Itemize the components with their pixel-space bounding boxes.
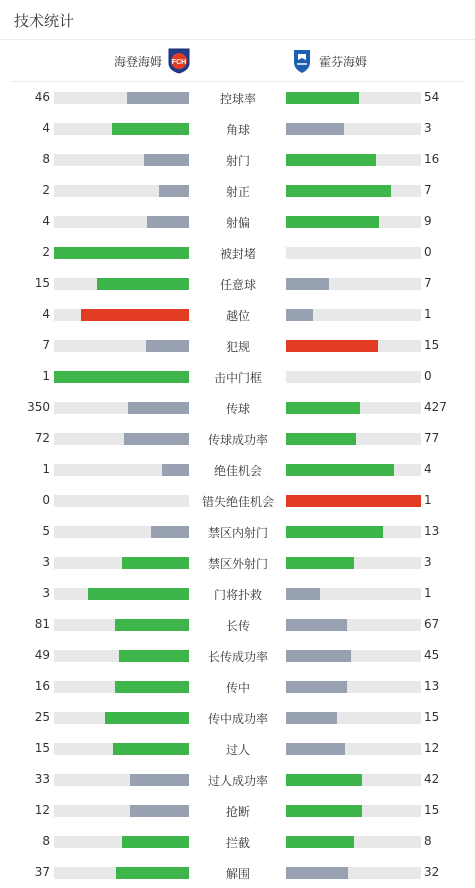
stat-row <box>0 857 475 888</box>
stat-label: 击中门框 <box>213 371 262 385</box>
stat-label: 射门 <box>225 154 250 168</box>
home-stat-value: 72 <box>34 431 50 445</box>
home-stat-bar <box>54 464 189 476</box>
away-stat-bar-fill <box>286 867 348 879</box>
home-stat-bar-fill <box>105 712 189 724</box>
stat-row <box>0 206 475 237</box>
stat-label: 控球率 <box>219 92 256 106</box>
home-stat-bar <box>54 619 189 631</box>
away-stat-bar-fill <box>286 216 379 228</box>
home-stat-value: 1 <box>42 369 50 383</box>
away-stat-bar-fill <box>286 92 359 104</box>
stat-label: 任意球 <box>219 278 256 292</box>
home-stat-value: 3 <box>42 555 50 569</box>
home-stat-bar <box>54 836 189 848</box>
home-stat-bar <box>54 154 189 166</box>
home-stat-bar <box>54 309 189 321</box>
stat-label: 禁区内射门 <box>207 526 268 540</box>
away-team[interactable] <box>291 48 367 74</box>
away-stat-bar <box>286 681 421 693</box>
away-stat-bar <box>286 774 421 786</box>
away-stat-bar <box>286 836 421 848</box>
home-team-crest-icon <box>168 48 190 74</box>
away-stat-bar <box>286 154 421 166</box>
home-crest-text: FCH <box>171 59 187 66</box>
stat-label: 长传 <box>225 619 250 633</box>
home-stat-value: 4 <box>42 121 50 135</box>
away-stat-value: 54 <box>424 90 440 104</box>
stat-row <box>0 299 475 330</box>
home-team-name: 海登海姆 <box>113 54 162 69</box>
home-stat-value: 1 <box>42 462 50 476</box>
stat-label: 被封堵 <box>219 247 256 261</box>
stat-row <box>0 485 475 516</box>
stat-label: 犯规 <box>225 340 250 354</box>
away-stat-bar-fill <box>286 743 345 755</box>
away-stat-value: 0 <box>424 369 432 383</box>
stat-row <box>0 795 475 826</box>
stat-label: 角球 <box>225 123 250 137</box>
stat-row <box>0 764 475 795</box>
stat-label: 射正 <box>225 185 250 199</box>
home-stat-bar <box>54 402 189 414</box>
home-stat-bar-fill <box>115 619 189 631</box>
away-stat-bar <box>286 309 421 321</box>
home-stat-bar-fill <box>54 247 189 259</box>
away-stat-value: 16 <box>424 152 440 166</box>
home-stat-value: 5 <box>42 524 50 538</box>
home-stat-value: 12 <box>34 803 50 817</box>
stat-label: 过人 <box>225 743 250 757</box>
home-stat-bar-fill <box>127 92 189 104</box>
away-stat-bar <box>286 464 421 476</box>
away-stat-bar <box>286 619 421 631</box>
away-stat-value: 15 <box>424 338 440 352</box>
away-team-crest-icon <box>291 48 313 74</box>
away-stat-bar-fill <box>286 464 394 476</box>
home-stat-bar <box>54 712 189 724</box>
home-stat-bar <box>54 867 189 879</box>
away-stat-value: 1 <box>424 586 432 600</box>
home-stat-bar <box>54 495 189 507</box>
home-stat-bar <box>54 216 189 228</box>
home-stat-bar-fill <box>144 154 189 166</box>
away-stat-value: 7 <box>424 276 432 290</box>
stat-label: 射偏 <box>225 216 250 230</box>
away-stat-value: 4 <box>424 462 432 476</box>
home-stat-bar <box>54 588 189 600</box>
away-stat-bar <box>286 805 421 817</box>
away-stat-value: 13 <box>424 524 440 538</box>
stat-label: 传中 <box>225 681 250 695</box>
stat-row <box>0 702 475 733</box>
away-stat-value: 427 <box>424 400 447 414</box>
home-stat-value: 0 <box>42 493 50 507</box>
stat-label: 门将扑救 <box>213 588 262 602</box>
home-stat-value: 8 <box>42 834 50 848</box>
stat-label: 拦截 <box>225 836 250 850</box>
stat-row <box>0 330 475 361</box>
away-stat-bar-fill <box>286 650 351 662</box>
home-stat-bar <box>54 433 189 445</box>
stat-row <box>0 268 475 299</box>
home-stat-bar <box>54 340 189 352</box>
home-stat-value: 49 <box>34 648 50 662</box>
home-stat-bar-fill <box>124 433 189 445</box>
home-stat-value: 15 <box>34 276 50 290</box>
away-stat-bar-fill <box>286 402 360 414</box>
home-stat-value: 350 <box>27 400 50 414</box>
stat-row <box>0 454 475 485</box>
away-stat-bar <box>286 867 421 879</box>
away-stat-bar <box>286 743 421 755</box>
stat-row <box>0 547 475 578</box>
home-stat-value: 16 <box>34 679 50 693</box>
page-header <box>0 0 475 40</box>
away-stat-bar-fill <box>286 309 313 321</box>
away-stat-bar <box>286 371 421 383</box>
stat-row <box>0 175 475 206</box>
away-stat-bar <box>286 185 421 197</box>
away-stat-bar <box>286 433 421 445</box>
stat-row <box>0 733 475 764</box>
stat-row <box>0 82 475 113</box>
home-stat-value: 7 <box>42 338 50 352</box>
stat-label: 越位 <box>225 309 250 323</box>
home-stat-bar-fill <box>116 867 189 879</box>
away-stat-bar <box>286 123 421 135</box>
home-stat-bar-fill <box>130 774 189 786</box>
home-stat-bar <box>54 526 189 538</box>
stat-row <box>0 144 475 175</box>
stat-row <box>0 640 475 671</box>
away-stat-bar-fill <box>286 619 347 631</box>
home-stat-bar-fill <box>146 340 189 352</box>
stat-label: 抢断 <box>225 805 250 819</box>
home-stat-bar-fill <box>151 526 189 538</box>
stat-row <box>0 237 475 268</box>
away-stat-bar-fill <box>286 588 320 600</box>
home-stat-bar-fill <box>115 681 189 693</box>
away-stat-bar <box>286 340 421 352</box>
away-stat-bar <box>286 526 421 538</box>
home-stat-bar-fill <box>113 743 189 755</box>
away-stat-bar <box>286 247 421 259</box>
away-stat-bar-fill <box>286 154 376 166</box>
away-stat-value: 77 <box>424 431 440 445</box>
away-stat-bar-fill <box>286 774 362 786</box>
stat-row <box>0 113 475 144</box>
away-stat-value: 42 <box>424 772 440 786</box>
away-stat-value: 3 <box>424 121 432 135</box>
home-stat-value: 4 <box>42 214 50 228</box>
away-stat-value: 32 <box>424 865 440 879</box>
home-stat-bar-fill <box>122 557 190 569</box>
away-stat-bar-fill <box>286 123 344 135</box>
stat-row <box>0 423 475 454</box>
home-stat-value: 37 <box>34 865 50 879</box>
home-stat-bar <box>54 681 189 693</box>
away-stat-bar-fill <box>286 433 356 445</box>
page-title: 技术统计 <box>14 12 75 30</box>
home-stat-bar <box>54 92 189 104</box>
home-stat-bar <box>54 247 189 259</box>
home-stat-bar-fill <box>130 805 189 817</box>
stat-label: 过人成功率 <box>207 774 268 788</box>
stat-label: 解围 <box>225 867 250 881</box>
home-stat-bar-fill <box>128 402 189 414</box>
away-stat-bar <box>286 712 421 724</box>
away-stat-value: 15 <box>424 803 440 817</box>
away-stat-bar-fill <box>286 681 347 693</box>
stat-row <box>0 361 475 392</box>
away-stat-bar-fill <box>286 557 354 569</box>
stat-label: 绝佳机会 <box>213 464 262 478</box>
away-stat-value: 9 <box>424 214 432 228</box>
away-stat-value: 15 <box>424 710 440 724</box>
home-team[interactable] <box>114 48 190 74</box>
away-stat-value: 45 <box>424 648 440 662</box>
home-stat-bar <box>54 743 189 755</box>
away-stat-value: 3 <box>424 555 432 569</box>
away-stat-bar-fill <box>286 495 421 507</box>
home-stat-bar-fill <box>88 588 189 600</box>
home-stat-value: 2 <box>42 245 50 259</box>
home-stat-bar-fill <box>147 216 189 228</box>
away-stat-bar-fill <box>286 278 329 290</box>
away-stat-bar-fill <box>286 340 378 352</box>
home-stat-bar-fill <box>97 278 189 290</box>
stat-row <box>0 826 475 857</box>
home-stat-bar <box>54 557 189 569</box>
away-stat-bar <box>286 495 421 507</box>
home-stat-bar-fill <box>81 309 189 321</box>
away-stat-value: 8 <box>424 834 432 848</box>
away-stat-bar-fill <box>286 526 383 538</box>
home-stat-value: 46 <box>34 90 50 104</box>
home-stat-bar-fill <box>159 185 189 197</box>
home-stat-bar <box>54 278 189 290</box>
stat-label: 错失绝佳机会 <box>201 495 274 509</box>
stat-label: 传球成功率 <box>207 433 268 447</box>
stat-label: 禁区外射门 <box>207 557 268 571</box>
away-stat-value: 1 <box>424 493 432 507</box>
away-stat-bar-fill <box>286 185 391 197</box>
home-stat-bar <box>54 123 189 135</box>
away-stat-bar <box>286 216 421 228</box>
away-stat-value: 67 <box>424 617 440 631</box>
away-stat-bar <box>286 92 421 104</box>
stat-row <box>0 609 475 640</box>
stat-row <box>0 671 475 702</box>
home-stat-bar <box>54 185 189 197</box>
away-stat-bar <box>286 278 421 290</box>
home-stat-value: 8 <box>42 152 50 166</box>
stat-label: 传球 <box>225 402 250 416</box>
home-stat-bar-fill <box>162 464 189 476</box>
home-stat-bar-fill <box>122 836 190 848</box>
home-stat-value: 4 <box>42 307 50 321</box>
away-team-name: 霍芬海姆 <box>319 54 368 69</box>
away-stat-bar <box>286 402 421 414</box>
away-stat-bar <box>286 557 421 569</box>
home-stat-bar <box>54 805 189 817</box>
home-stat-value: 81 <box>34 617 50 631</box>
away-stat-bar-fill <box>286 836 354 848</box>
home-stat-value: 3 <box>42 586 50 600</box>
away-stat-bar-fill <box>286 805 362 817</box>
home-stat-bar-fill <box>119 650 189 662</box>
home-stat-value: 33 <box>34 772 50 786</box>
away-stat-value: 0 <box>424 245 432 259</box>
away-stat-value: 13 <box>424 679 440 693</box>
away-stat-value: 12 <box>424 741 440 755</box>
stat-row <box>0 392 475 423</box>
home-stat-bar <box>54 774 189 786</box>
away-stat-bar-fill <box>286 712 337 724</box>
home-stat-bar-fill <box>54 371 189 383</box>
stat-label: 长传成功率 <box>207 650 268 664</box>
home-stat-value: 2 <box>42 183 50 197</box>
home-stat-bar <box>54 650 189 662</box>
home-stat-value: 15 <box>34 741 50 755</box>
home-stat-bar <box>54 371 189 383</box>
home-stat-bar-fill <box>112 123 189 135</box>
teams-bar <box>10 40 465 82</box>
away-stat-bar <box>286 650 421 662</box>
away-stat-value: 1 <box>424 307 432 321</box>
away-stat-bar <box>286 588 421 600</box>
stat-row <box>0 516 475 547</box>
home-stat-value: 25 <box>34 710 50 724</box>
stat-row <box>0 578 475 609</box>
away-stat-value: 7 <box>424 183 432 197</box>
stat-label: 传中成功率 <box>207 712 268 726</box>
